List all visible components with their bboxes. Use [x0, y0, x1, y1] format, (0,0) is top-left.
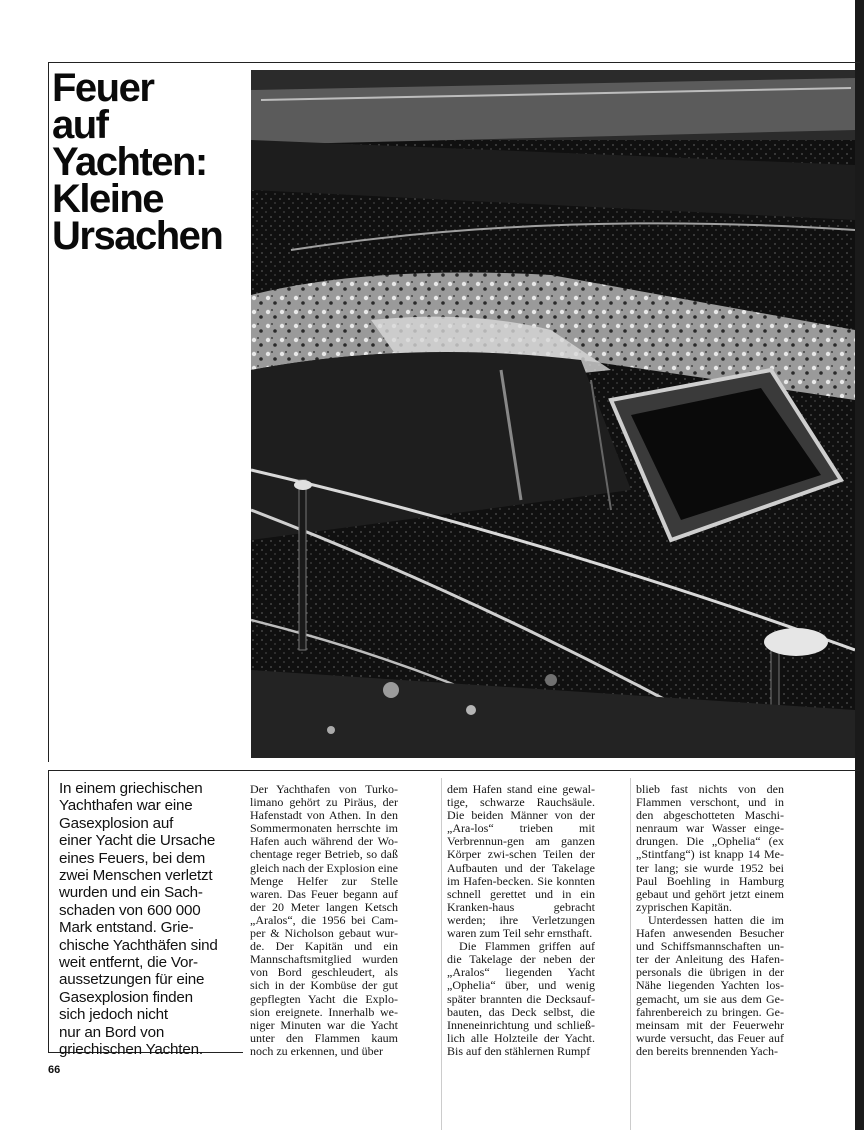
- lead-box: [48, 770, 243, 1059]
- body-column-3: [636, 783, 784, 1058]
- photo-illustration: [251, 70, 855, 758]
- frame-left-rule: [48, 62, 49, 762]
- frame-top-rule: [48, 62, 860, 63]
- headline: [52, 66, 248, 258]
- column-divider: [630, 778, 631, 1130]
- headline-line: Feuer: [52, 66, 154, 110]
- page-edge: [855, 0, 864, 1130]
- headline-line: Ursachen: [52, 214, 223, 258]
- body-paragraph: dem Hafen stand eine gewal-tige, schwarze Rauchsäule. Die beiden Männer von der „Ara-los“ trieben mit Verbrennun-gen am ganzen Körper zwi-schen Teilen der Aufbauten und der Takelage im Hafen-becken. Sie konnten schnell gerettet und in ein Kranken-haus gebracht werden; ihre Verletzungen waren zum Teil sehr ernsthaft.: [447, 782, 595, 941]
- body-paragraph: Die Flammen griffen auf die Takelage der neben der „Aralos“ liegenden Yacht „Ophelia“ über, und wenig später brannten die Decksauf-bauten, das Deck selbst, die Inneneinrichtung und schließ-lich alle Holzteile der Yacht. Bis auf den stählernen Rumpf: [447, 939, 595, 1058]
- lead-text: In einem griechischen Yachthafen war eine Gasexplosion auf einer Yacht die Ursache eines Feuers, bei dem zwei Menschen verletzt wurden und ein Sach- schaden von 600 000 Mark entstand. Grie- chische Yachthäfen sind weit entfernt, die Vor- aussetzungen für eine Gasexplosion finden sich jedoch nicht nur an Bord von griechischen Yachten.: [59, 780, 218, 1059]
- body-paragraph: Der Yachthafen von Turko-limano gehört zu Piräus, der Hafenstadt von Athen. In den Sommermonaten herrschte im Hafen auch während der Wo-chentage reger Betrieb, so daß gleich nach der Explosion eine Menge Helfer zur Stelle waren. Das Feuer begann auf der 20 Meter langen Ketsch „Aralos“, die 1956 bei Cam-per & Nicholson gebaut wur-de. Der Kapitän und ein Mannschaftsmitglied wurden von Bord geschleudert, als sich in der Kombüse der gut gepflegten Yacht die Explo-sion ereignete. Innerhalb we-niger Minuten war die Yacht unter den Flammen kaum noch zu erkennen, und über: [250, 782, 398, 1058]
- headline-line: Yachten:: [52, 140, 207, 184]
- headline-line: Kleine: [52, 177, 164, 221]
- body-paragraph: blieb fast nichts von den Flammen verschont, und in den abgeschotteten Maschi-nenraum war Wasser einge-drungen. Die „Ophelia“ (ex „Stintfang“) ist knapp 14 Me-ter lang; sie wurde 1952 bei Paul Boehling in Hamburg gebaut und gehört jetzt einem zyprischen Kapitän.: [636, 782, 784, 914]
- page-number: 66: [48, 1064, 61, 1076]
- headline-line: auf: [52, 103, 108, 147]
- body-column-1: [250, 783, 398, 1058]
- column-divider: [441, 778, 442, 1130]
- burned-yacht-photo: [251, 70, 855, 758]
- body-paragraph: Unterdessen hatten die im Hafen anwesenden Besucher und Schiffsmannschaften un-ter der Anleitung des Hafen-personals die übrigen in der Nähe liegenden Yachten los-gemacht, um sie aus dem Ge-fahrenbereich zu bringen. Ge-meinsam mit der Feuerwehr wurde versucht, das Feuer auf den bereits brennenden Yach-: [636, 912, 784, 1058]
- body-column-2: [447, 783, 595, 1058]
